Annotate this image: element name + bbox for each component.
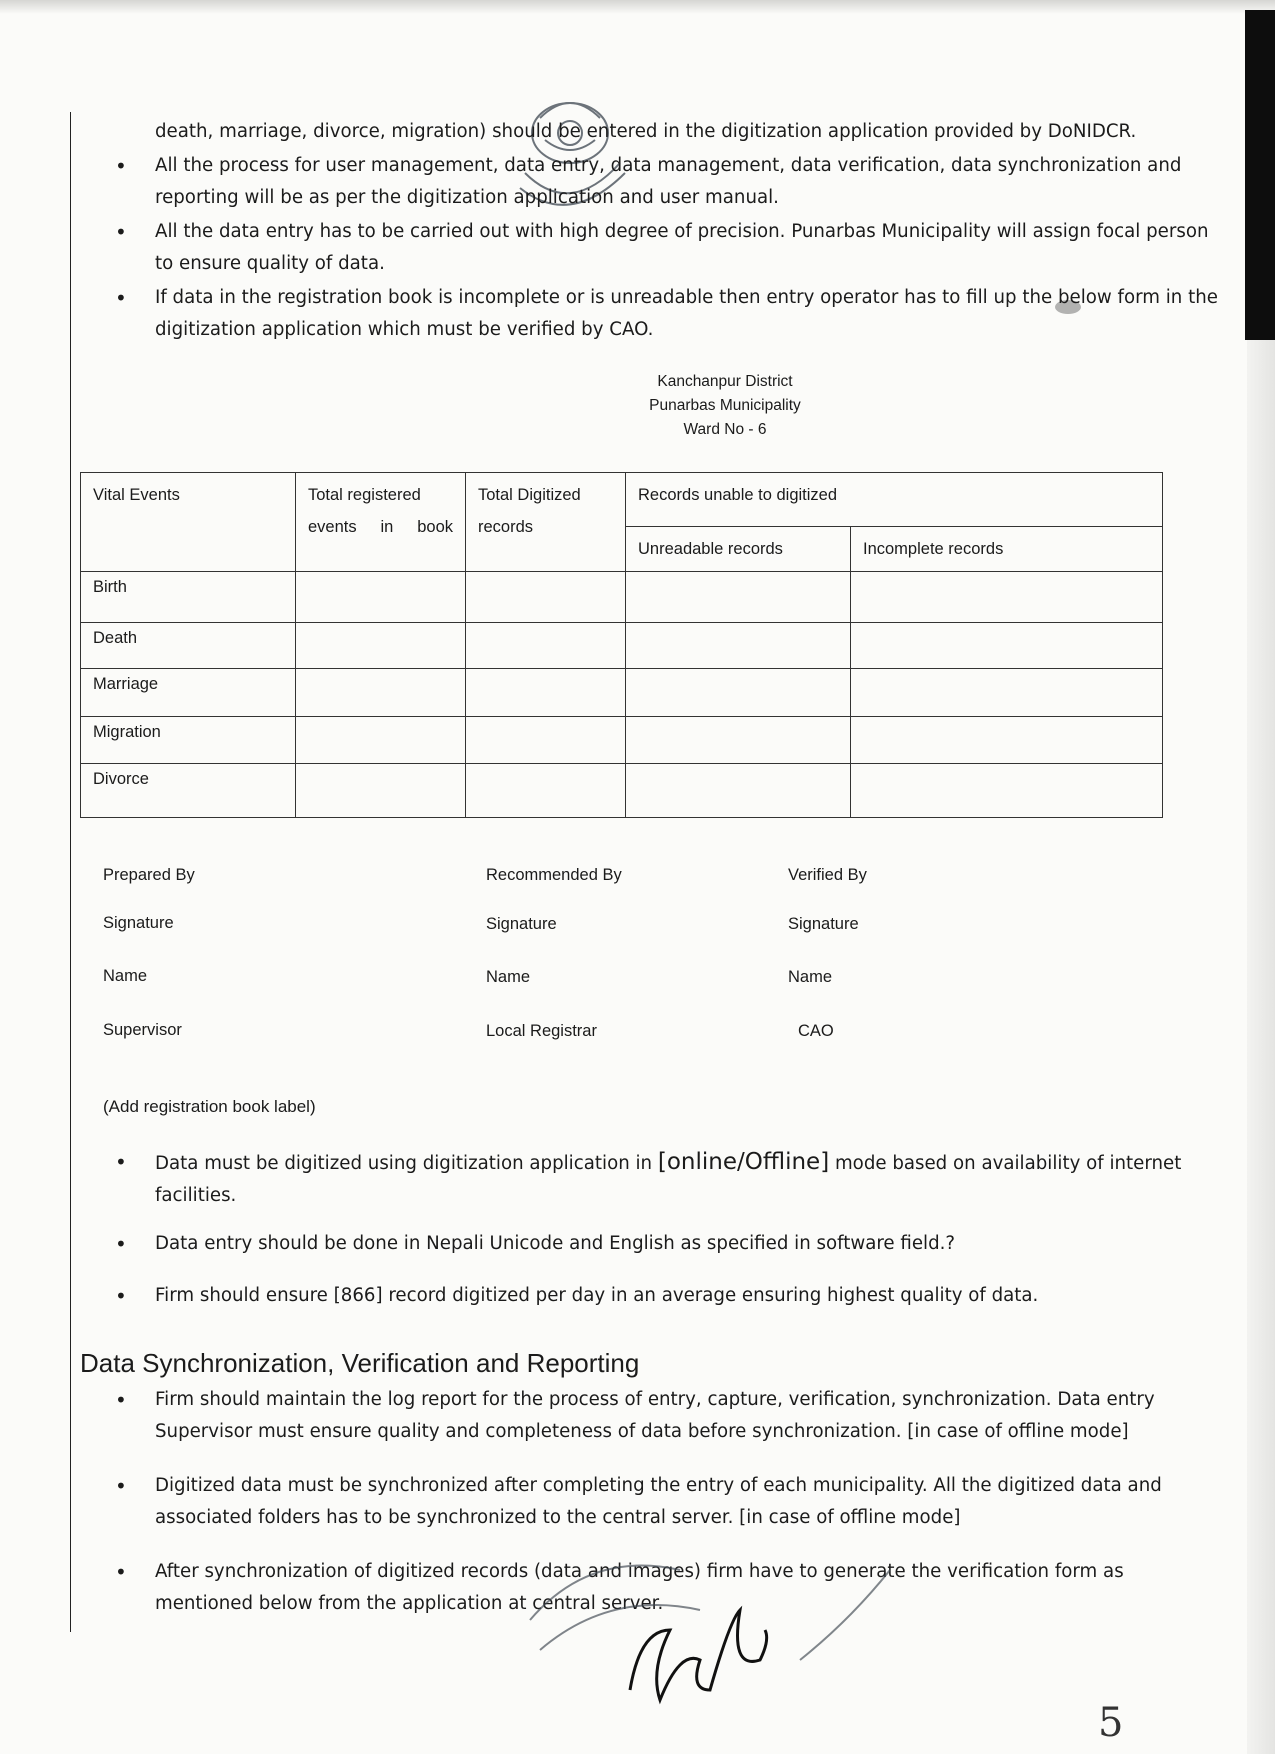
- prepared-name-label: Name: [103, 967, 148, 985]
- scan-dark-corner: [1245, 10, 1275, 340]
- table-row: [81, 623, 1163, 669]
- header-total-registered: Total registered events in book: [296, 473, 466, 572]
- form-district: Kanchanpur District: [657, 373, 793, 390]
- section-heading: Data Synchronization, Verification and Reporting: [80, 1348, 640, 1378]
- verified-signature-label: Signature: [788, 915, 859, 933]
- bullet-icon: •: [115, 1474, 127, 1498]
- list-item: [105, 1146, 1220, 1212]
- recommended-signature-label: Signature: [486, 915, 557, 933]
- list-item: [105, 282, 1220, 346]
- table-row: [81, 572, 1163, 623]
- mode-text: [online/Offline]: [657, 1149, 830, 1175]
- header-vital-events: Vital Events: [81, 473, 296, 572]
- bullet-icon: •: [115, 220, 127, 244]
- verified-name-label: Name: [788, 968, 833, 986]
- header-unreadable: Unreadable records: [626, 527, 851, 572]
- verified-role-label: CAO: [798, 1022, 834, 1040]
- bullet-text: Digitized data must be synchronized after completing the entry of each municipality. All the digitized data and associated folders has to be synchronized to the central server. [in case of offline mode]: [155, 1475, 1162, 1528]
- list-item: [105, 1384, 1220, 1448]
- list-item: [105, 1280, 1220, 1312]
- recommended-name-label: Name: [486, 968, 531, 986]
- bullet-text: Firm should ensure [866] record digitized per day in an average ensuring highest quality of data.: [155, 1285, 1039, 1306]
- form-municipality: Punarbas Municipality: [649, 397, 801, 414]
- registration-label-note: (Add registration book label): [103, 1097, 316, 1116]
- bullet-icon: •: [115, 1560, 127, 1584]
- row-label: Divorce: [81, 764, 296, 818]
- bullet-icon: •: [115, 1232, 127, 1256]
- bullet-text: Data must be digitized using digitization application in: [155, 1153, 658, 1174]
- row-label: Marriage: [81, 669, 296, 717]
- table-row: [81, 669, 1163, 717]
- verified-by-label: Verified By: [788, 866, 867, 884]
- scan-top-edge: [0, 0, 1275, 14]
- prepared-by-label: Prepared By: [103, 866, 195, 884]
- bullet-text: Data entry should be done in Nepali Unicode and English as specified in software field.?: [155, 1233, 956, 1254]
- row-label: Birth: [81, 572, 296, 623]
- bullet-text: If data in the registration book is incomplete or is unreadable then entry operator has to fill up the below form in the digitization application which must be verified by CAO.: [155, 287, 1218, 340]
- list-item: [105, 1228, 1220, 1260]
- vital-events-table: [80, 472, 1163, 818]
- bullet-icon: •: [115, 154, 127, 178]
- form-ward: Ward No - 6: [683, 421, 767, 438]
- bullet-icon: •: [115, 1150, 127, 1174]
- list-item: [105, 150, 1220, 214]
- margin-rule: [70, 112, 71, 1632]
- bullet-icon: •: [115, 1388, 127, 1412]
- bullet-text: All the data entry has to be carried out with high degree of precision. Punarbas Municipality will assign focal person to ensure quality of data.: [155, 221, 1209, 274]
- row-label: Migration: [81, 717, 296, 764]
- bullet-text: All the process for user management, data entry, data management, data verification, data synchronization and reporting will be as per the digitization application and user manual.: [155, 155, 1182, 208]
- header-total-digitized: Total Digitized records: [466, 473, 626, 572]
- bullet-text: Firm should maintain the log report for the process of entry, capture, verification, synchronization. Data entry Supervisor must ensure quality and completeness of data before synchronization. [in case of offline mode]: [155, 1389, 1155, 1442]
- header-incomplete: Incomplete records: [851, 527, 1163, 572]
- digitization-bullets: [105, 1146, 1220, 1314]
- intro-continuation: death, marriage, divorce, migration) should be entered in the digitization application provided by DoNIDCR.: [155, 121, 1137, 142]
- recommended-role-label: Local Registrar: [486, 1022, 597, 1040]
- bullet-text: After synchronization of digitized records (data and images) firm have to generate the verification form as mentioned below from the application at central server.: [155, 1561, 1124, 1614]
- page-number: 5: [1098, 1700, 1124, 1746]
- list-item: [105, 216, 1220, 280]
- bullet-icon: •: [115, 286, 127, 310]
- officer-stamp-and-signature: [500, 1500, 920, 1730]
- recommended-by-label: Recommended By: [486, 866, 622, 884]
- table-row: [81, 717, 1163, 764]
- prepared-role-label: Supervisor: [103, 1021, 182, 1039]
- row-label: Death: [81, 623, 296, 669]
- header-records-unable: Records unable to digitized: [626, 473, 1163, 527]
- bullet-icon: •: [115, 1284, 127, 1308]
- intro-bullets: [105, 150, 1220, 348]
- prepared-signature-label: Signature: [103, 914, 174, 932]
- table-row: [81, 764, 1163, 818]
- bullet-text: mode based on availability of internet facilities.: [155, 1153, 1182, 1206]
